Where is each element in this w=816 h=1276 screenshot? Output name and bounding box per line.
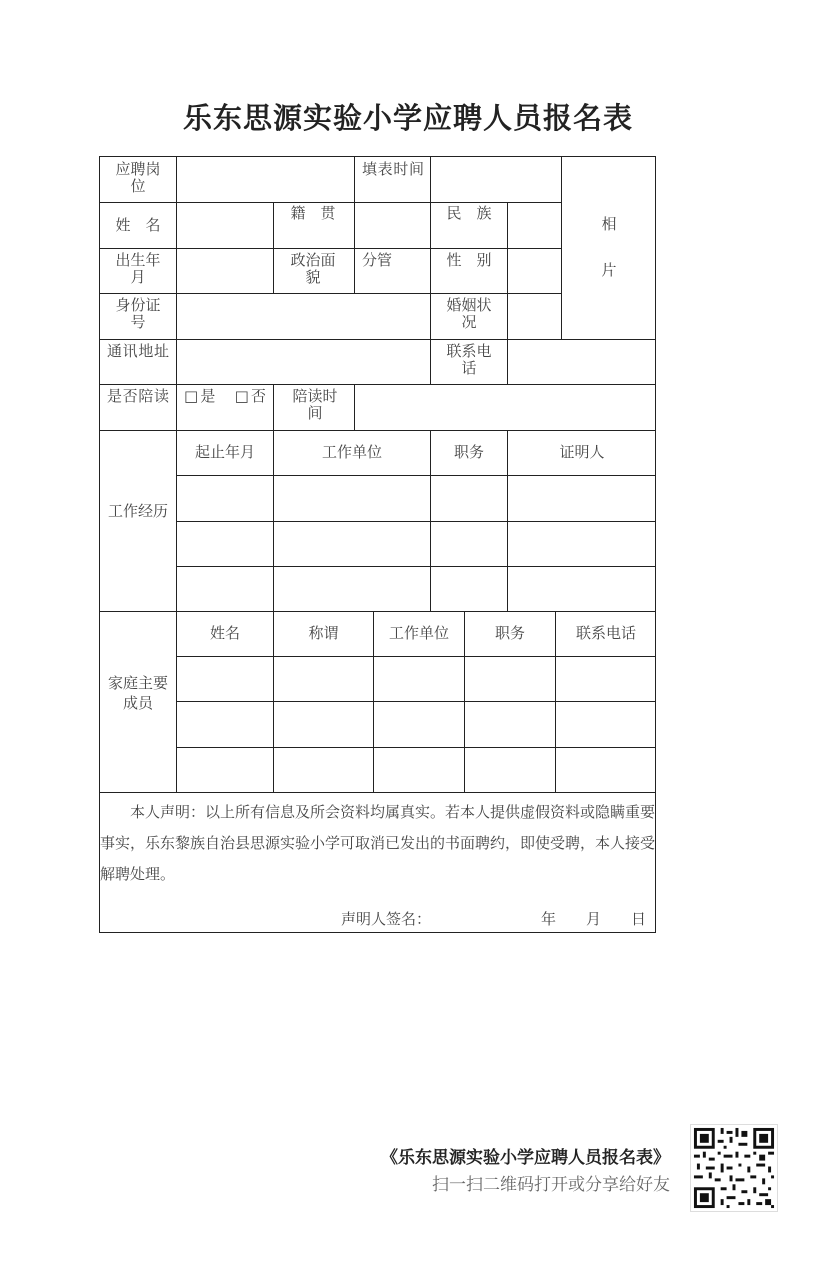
signature-label: 声明人签名： [341, 910, 432, 928]
ethnicity-label: 民 族 [446, 204, 492, 222]
qr-code-icon[interactable] [690, 1124, 778, 1212]
phone-field[interactable] [509, 341, 654, 382]
marital-field[interactable] [509, 295, 559, 337]
family-member-rows[interactable] [177, 657, 655, 792]
family-header-position: 职务 [494, 624, 525, 642]
address-label: 通讯地址 [107, 342, 169, 360]
family-header-relation: 称谓 [308, 624, 339, 642]
position-label: 应聘岗位 [115, 160, 161, 195]
work-header-position: 职务 [453, 443, 484, 461]
date-month: 月 [586, 910, 602, 928]
work-section-label: 工作经历 [108, 502, 169, 520]
name-label: 姓 名 [115, 216, 161, 234]
work-header-period: 起止年月 [194, 443, 255, 461]
photo-box[interactable] [562, 157, 655, 338]
accompany-time-label: 陪读时间 [292, 387, 338, 422]
footer-doc-title: 《乐东思源实验小学应聘人员报名表》 [381, 1148, 670, 1168]
accompany-options[interactable]: □是 □否 [184, 387, 266, 405]
signature-field[interactable] [432, 904, 532, 928]
native-place-field[interactable] [356, 204, 428, 246]
phone-label: 联系电话 [446, 342, 492, 377]
date-year: 年 [541, 910, 557, 928]
work-history-rows[interactable] [177, 476, 655, 611]
birth-label: 出生年月 [115, 251, 161, 286]
fill-time-field[interactable] [432, 163, 558, 199]
political-value[interactable]: 分管 [362, 251, 393, 269]
work-header-referee: 证明人 [559, 443, 605, 461]
work-header-employer: 工作单位 [321, 443, 382, 461]
family-header-employer: 工作单位 [388, 624, 449, 642]
family-header-phone: 联系电话 [575, 624, 636, 642]
photo-label-top: 相 [601, 215, 617, 233]
accompany-time-field[interactable] [356, 386, 654, 428]
family-section-label: 家庭主要成员 [108, 674, 169, 712]
ethnicity-field[interactable] [509, 204, 559, 246]
photo-label-bottom: 片 [601, 261, 617, 279]
date-day: 日 [631, 910, 647, 928]
address-field[interactable] [178, 341, 428, 382]
statement-text: 本人声明：以上所有信息及所会资料均属真实。若本人提供虚假资料或隐瞒重要事实，乐东黎族自治县思源实验小学可取消已发出的书面聘约，即使受聘，本人接受解聘处理。 [100, 803, 656, 883]
accompany-label: 是否陪读 [107, 387, 169, 405]
fill-time-label: 填表时间 [362, 160, 424, 178]
birth-field[interactable] [178, 250, 272, 292]
political-label: 政治面貌 [290, 251, 336, 286]
footer-share-hint: 扫一扫二维码打开或分享给好友 [432, 1175, 670, 1195]
id-label: 身份证号 [115, 296, 161, 331]
native-place-label: 籍 贯 [290, 204, 336, 222]
name-field[interactable] [178, 204, 272, 246]
gender-field[interactable] [509, 250, 559, 292]
id-field[interactable] [178, 295, 428, 337]
marital-label: 婚姻状况 [446, 296, 492, 331]
gender-label: 性 别 [446, 251, 492, 269]
family-header-name: 姓名 [209, 624, 240, 642]
position-field[interactable] [178, 163, 348, 199]
page-title: 乐东思源实验小学应聘人员报名表 [182, 101, 633, 135]
